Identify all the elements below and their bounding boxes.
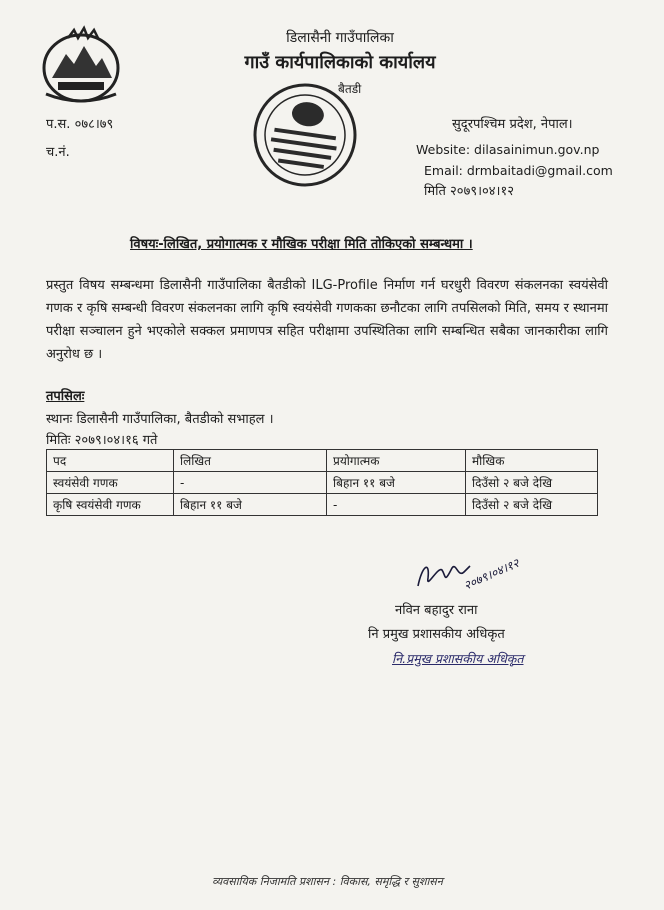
- details-heading: तपसिलः: [46, 389, 85, 404]
- signature-date: २०७९।०४।१२: [461, 555, 522, 593]
- letter-date: मिति २०७९।०४।१२: [424, 184, 514, 199]
- website-text: Website: dilasainimun.gov.np: [416, 142, 600, 157]
- header-cell: पद: [47, 450, 174, 472]
- designation-stamp: नि.प्रमुख प्रशासकीय अधिकृत: [392, 651, 524, 666]
- nepal-emblem-icon: [38, 24, 124, 106]
- exam-venue: स्थानः डिलासैनी गाउँपालिका, बैतडीको सभाहल ।: [46, 412, 274, 427]
- header-cell: लिखित: [174, 450, 327, 472]
- exam-schedule-table: [46, 449, 598, 516]
- header-cell: मौखिक: [466, 450, 598, 472]
- office-title: गाउँ कार्यपालिकाको कार्यालय: [244, 52, 436, 73]
- district-name: बैतडी: [338, 82, 362, 96]
- fiscal-year-ref: प.स. ०७८।७९: [46, 117, 114, 132]
- email-text: Email: drmbaitadi@gmail.com: [424, 163, 613, 178]
- table-cell: -: [174, 472, 327, 494]
- province-text: सुदूरपश्चिम प्रदेश, नेपाल।: [452, 117, 573, 132]
- table-cell: बिहान ११ बजे: [174, 494, 327, 516]
- municipality-name: डिलासैनी गाउँपालिका: [286, 30, 394, 46]
- chalani-number: च.नं.: [46, 145, 70, 160]
- table-row: [47, 472, 598, 494]
- letter-body: प्रस्तुत विषय सम्बन्धमा डिलासैनी गाउँपालिका बैतडीको ILG-Profile निर्माण गर्न घरधुरी विवरण संकलनका स्वयंसेवी गणक र कृषि सम्बन्धी विवरण संकलनका लागि कृषि स्वयंसेवी गणकका छनौटका लागि तपसिलको मिति, समय र स्थानमा परीक्षा सञ्चालन हुने भएकोले सक्कल प्रमाणपत्र सहित परीक्षामा उपस्थितिका लागि सम्बन्धित सबैका जानकारीका लागि अनुरोध छ ।: [46, 278, 608, 362]
- header-cell: प्रयोगात्मक: [327, 450, 466, 472]
- table-header-row: [47, 450, 598, 472]
- footer-motto: व्यवसायिक निजामति प्रशासन : विकास, समृद्धि र सुशासन: [212, 875, 443, 888]
- table-cell: स्वयंसेवी गणक: [47, 472, 174, 494]
- handwritten-signature-icon: [408, 546, 558, 602]
- exam-date: मितिः २०७९।०४।१६ गते: [46, 433, 158, 448]
- table-cell: बिहान ११ बजे: [327, 472, 466, 494]
- table-cell: दिउँसो २ बजे देखि: [466, 472, 598, 494]
- office-seal-icon: [243, 73, 367, 197]
- letter-subject: विषयः-लिखित, प्रयोगात्मक र मौखिक परीक्षा मिति तोकिएको सम्बन्धमा ।: [130, 237, 473, 252]
- table-cell: दिउँसो २ बजे देखि: [466, 494, 598, 516]
- signatory-name: नविन बहादुर राना: [395, 603, 478, 618]
- table-row: [47, 494, 598, 516]
- signatory-designation: नि प्रमुख प्रशासकीय अधिकृत: [368, 627, 505, 642]
- table-cell: कृषि स्वयंसेवी गणक: [47, 494, 174, 516]
- table-cell: -: [327, 494, 466, 516]
